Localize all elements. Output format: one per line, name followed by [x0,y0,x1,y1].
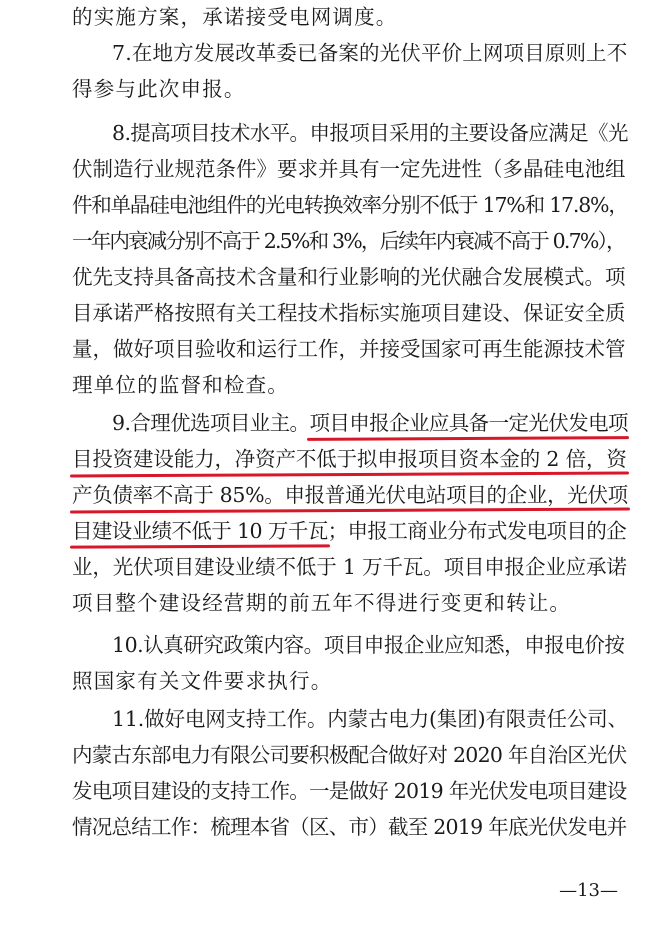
text-line [72,4,398,30]
text-line [72,814,626,840]
highlighted-text: 产负债率不高于 85%。申报普通光伏电站项目的企业，光伏项 [72,483,628,507]
text-segment: 件和单晶硅电池组件的光电转换效率分别不低于 17%和 17.8%， [72,193,628,217]
page-number: —13— [559,880,618,901]
highlighted-text: 项目申报企业应具备一定光伏发电项 [309,411,628,435]
text-segment: 情况总结工作：梳理本省（区、市）截至 2019 年底光伏发电并 [72,815,627,839]
text-line [112,706,628,732]
text-segment: 优先支持具备高技术含量和行业影响的光伏融合发展模式。项 [72,265,626,289]
text-line [72,778,626,804]
text-segment: 一年内衰减分别不高于 2.5%和 3%，后续年内衰减不高于 0.7%）， [72,229,625,253]
text-segment: 目承诺严格按照有关工程技术指标实施项目建设、保证安全质 [72,301,626,325]
text-segment: 7.在地方发展改革委已备案的光伏平价上网项目原则上不 [112,41,628,65]
text-line [72,76,246,102]
text-segment: 内蒙古东部电力有限公司要积极配合做好对 2020 年自治区光伏 [72,743,627,767]
highlighted-text: 目建设业绩不低于 10 万千瓦 [72,519,328,543]
text-segment: 10.认真研究政策内容。项目申报企业应知悉，申报电价按 [112,633,625,657]
text-segment: 量，做好项目验收和运行工作，并接受国家可再生能源技术管 [72,337,626,361]
text-line [72,156,626,182]
text-line [72,554,627,580]
text-line [112,40,627,66]
text-segment: 得参与此次申报。 [72,77,246,101]
text-line [72,300,626,326]
text-line [112,632,624,658]
text-segment: 8.提高项目技术水平。申报项目采用的主要设备应满足《光 [112,121,628,145]
text-segment: 照国家有关文件要求执行。 [72,669,333,693]
text-line [72,482,628,508]
text-line [72,264,626,290]
text-segment: 伏制造行业规范条件》要求并具有一定先进性（多晶硅电池组 [72,157,626,181]
text-line [72,590,571,616]
text-line [112,120,628,146]
text-segment: 理单位的监督和检查。 [72,373,289,397]
text-line [72,336,626,362]
text-line [72,372,289,398]
highlighted-text: 目投资建设能力，净资产不低于拟申报项目资本金的 2 倍，资 [72,447,627,471]
text-line [112,410,628,436]
text-segment: ；申报工商业分布式发电项目的企 [327,519,627,543]
text-line [72,228,625,254]
text-segment: 11.做好电网支持工作。内蒙古电力(集团)有限责任公司、 [112,707,628,731]
text-line [72,742,626,768]
text-segment: 业，光伏项目建设业绩不低于 1 万千瓦。项目申报企业应承诺 [72,555,627,579]
text-line [72,518,626,544]
text-line [72,668,332,694]
text-line [72,192,628,218]
text-segment: 项目整个建设经营期的前五年不得进行变更和转让。 [72,591,572,615]
text-line [72,446,627,472]
text-segment: 发电项目建设的支持工作。一是做好 2019 年光伏发电项目建设 [72,779,627,803]
text-segment: 的实施方案，承诺接受电网调度。 [72,5,398,29]
text-segment: 9.合理优选项目业主。 [112,411,310,435]
